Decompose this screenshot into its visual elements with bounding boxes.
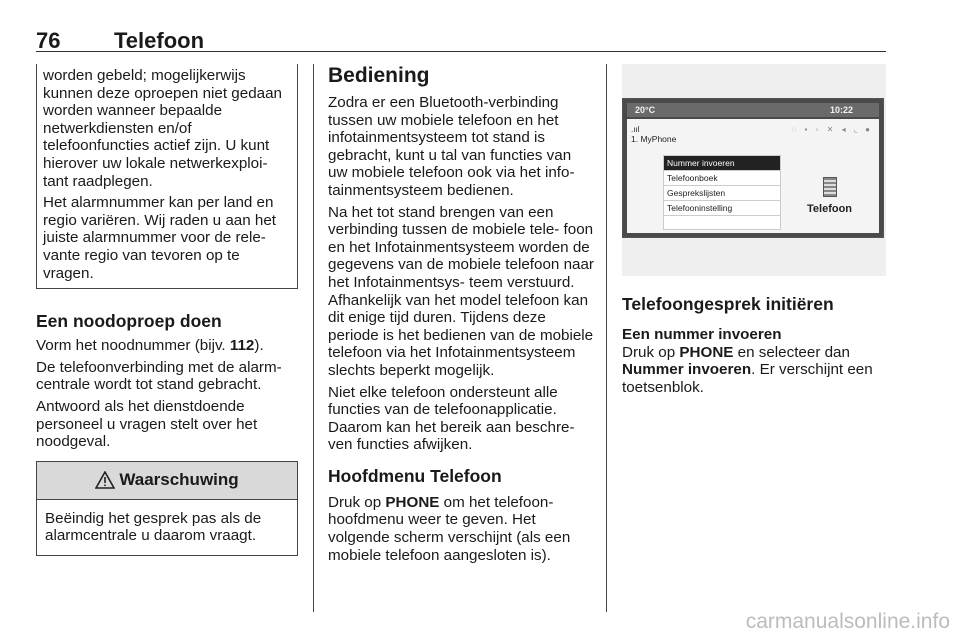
column-divider [313,64,314,612]
column-middle [328,64,594,568]
paragraph: De telefoonverbinding met de alarm- centrale wordt tot stand gebracht. [36,358,282,394]
paragraph: Zodra er een Bluetooth-verbinding tussen uw mobiele telefoon en het infotainmentsysteem tot stand is gebracht, kunt u tal van functies van uw mobiele telefoon ook via het info- tainmentsysteem bedienen. [328,94,575,199]
section-heading: Bediening [328,64,430,87]
menu-item-nummer-invoeren: Nummer invoeren [664,156,780,171]
note-paragraph: Het alarmnummer kan per land en regio variëren. Wij raden u aan het juiste alarmnummer voor de rele- vante regio van tevoren op te vragen. [43,194,277,282]
warning-title: Waarschuwing [119,470,239,490]
status-icons: ◌ ▪ ◦ ✕ ◂ ◟ ● [791,125,873,134]
screenshot-figure [622,64,886,276]
warning-box [36,461,298,556]
infotainment-screen [622,98,884,238]
menu-item-telefooninstelling: Telefooninstelling [664,201,780,216]
chapter-title: Telefoon [114,28,205,53]
section-heading: Een noodoproep doen [36,311,222,332]
menu-item-telefoonboek: Telefoonboek [664,171,780,186]
paragraph: Na het tot stand brengen van een verbinding tussen de mobiele tele- foon en het Infotainmentsysteem worden de gegevens van de mobiele telefoon naar het Infotainmentsys- teem verstuurd. Afhankelijk van het model telefoon kan dit enige tijd duren. Tijdens deze periode is het bedienen van de mobiele telefoon via het Infotainmentsysteem slechts beperkt mogelijk. [328,203,594,379]
menu-item-empty [664,216,780,229]
section-heading: Telefoongesprek initiëren [622,294,834,314]
menu-item-gesprekslijsten: Gesprekslijsten [664,186,780,201]
phone-icon [823,177,837,197]
signal-icon: .ııl [631,125,640,134]
note-box-continued [36,64,298,289]
note-paragraph: worden gebeld; mogelijkerwijs kunnen deze oproepen niet gedaan worden wanneer bepaalde netwerkdiensten en/of telefoonfuncties actief zijn. U kunt hierover uw lokale netwerkexploi- tant raadplegen. [43,67,282,190]
page-number: 76 [36,28,61,53]
screen-clock: 10:22 [829,105,853,115]
paragraph: Vorm het noodnummer (bijv. 112). [36,337,264,355]
subsection-heading: Een nummer invoeren [622,326,782,343]
paragraph: Niet elke telefoon ondersteunt alle functies van de telefoonapplicatie. Daarom kan het bereik aan beschre- ven functies afwijken. [328,383,575,454]
screen-temperature: 20°C [635,105,656,115]
phone-menu [663,155,781,230]
phone-label: Telefoon [807,203,853,215]
warning-triangle-icon [95,471,115,489]
watermark: carmanualsonline.info [745,610,950,633]
warning-text: Beëindig het gesprek pas als de alarmcentrale u daarom vraagt. [45,509,262,545]
column-right [622,64,886,400]
paragraph: Druk op PHONE en selecteer dan Nummer invoeren. Er verschijnt een toetsenblok. [622,343,873,396]
screen-status-bar [627,103,879,117]
page-header [36,28,886,52]
column-left [36,64,298,556]
screen-body [627,119,879,233]
warning-header [37,462,297,500]
phone-name: 1. MyPhone [631,134,677,144]
subsection-heading: Hoofdmenu Telefoon [328,465,502,486]
column-divider [606,64,607,612]
paragraph: Druk op PHONE om het telefoon- hoofdmenu weer te geven. Het volgende scherm verschijnt (als een mobiele telefoon aangesloten is). [328,493,571,564]
paragraph: Antwoord als het dienstdoende personeel u vragen stelt over het noodgeval. [36,397,258,451]
